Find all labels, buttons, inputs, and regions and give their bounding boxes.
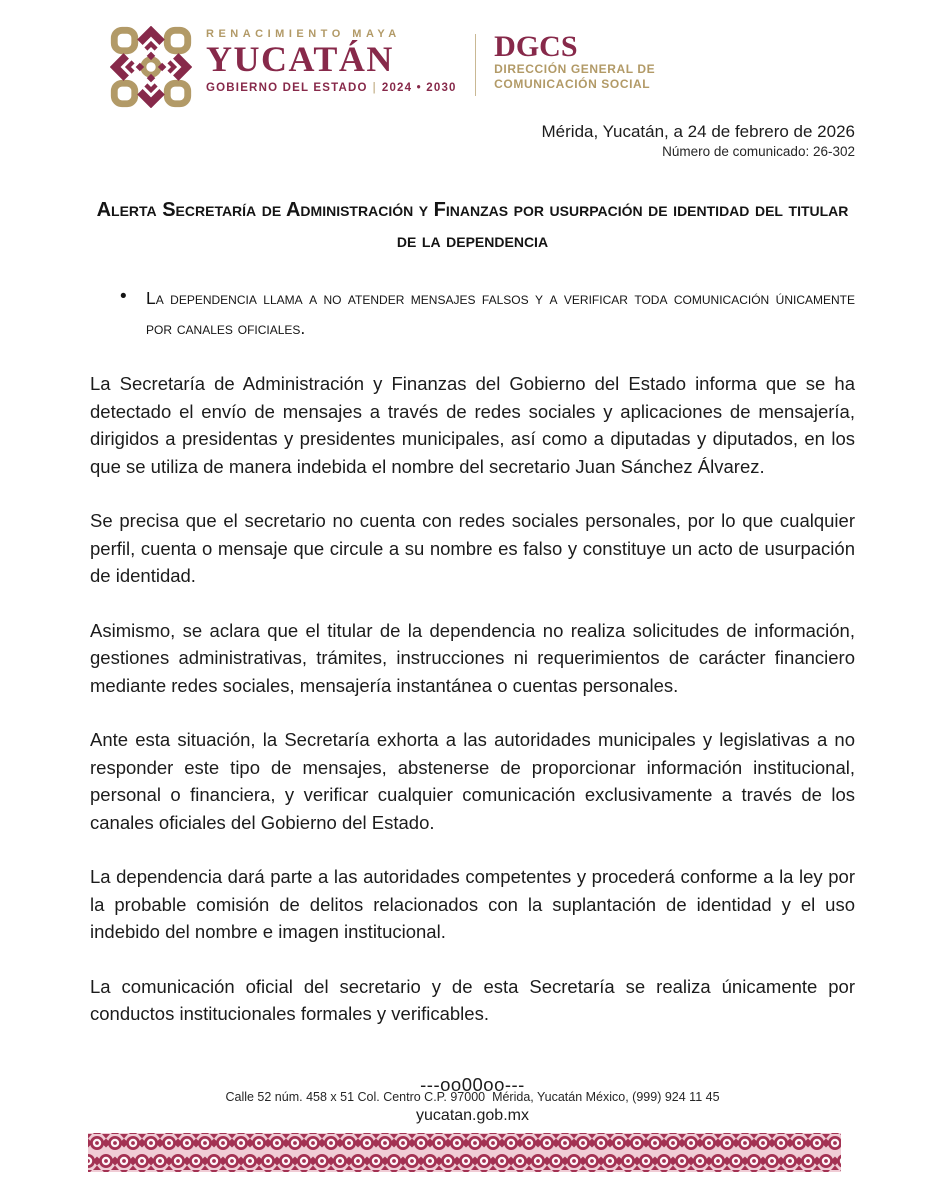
dgcs-line2: COMUNICACIÓN SOCIAL <box>494 77 651 91</box>
dateline-block <box>90 122 855 159</box>
brand-subtitle-right: 2024 • 2030 <box>381 81 457 94</box>
footer-website: yucatan.gob.mx <box>416 1107 529 1124</box>
dgcs-line1: DIRECCIÓN GENERAL DE <box>494 62 656 76</box>
body-paragraph: La dependencia dará parte a las autoridades competentes y procederá conforme a la ley por la probable comisión de delitos relacionados con la suplantación de identidad y el uso indebido del nombre e imagen institucional. <box>90 866 855 942</box>
body-paragraph: Ante esta situación, la Secretaría exhorta a las autoridades municipales y legislativas a no responder este tipo de mensajes, abstenerse de proporcionar información institucional, personal o financiera, y verificar cualquier comunicación exclusivamente a través de los canales oficiales del Gobierno del Estado. <box>90 729 855 833</box>
maya-pattern-band <box>88 1133 841 1172</box>
brand-name: YUCATÁN <box>206 39 394 79</box>
footer-address: Calle 52 núm. 458 x 51 Col. Centro C.P. 97000 Mérida, Yucatán México, (999) 924 11 45 <box>225 1090 720 1104</box>
body-paragraph: Se precisa que el secretario no cuenta con redes sociales personales, por lo que cualquier perfil, cuenta o mensaje que circule a su nombre es falso y constituye un acto de usurpación de identidad. <box>90 510 855 586</box>
logo-divider <box>475 34 477 96</box>
brand-subtitle-left: GOBIERNO DEL ESTADO <box>206 81 368 94</box>
brand-subtitle <box>206 82 457 94</box>
dateline: Mérida, Yucatán, a 24 de febrero de 2026 <box>541 122 855 141</box>
footer <box>0 1090 945 1178</box>
closing-mark: ---oo00oo--- <box>420 1073 525 1095</box>
body-paragraph: La comunicación oficial del secretario y de esta Secretaría se realiza únicamente por conductos institucionales formales y verificables. <box>90 975 855 1024</box>
body-paragraph: La Secretaría de Administración y Finanzas del Gobierno del Estado informa que se ha detectado el envío de mensajes a través de redes sociales y aplicaciones de mensajería, dirigidos a presidentas y presidentes municipales, así como a diputadas y diputados, en los que se utiliza de manera indebida el nombre del secretario Juan Sánchez Álvarez. <box>90 373 855 477</box>
dgcs-acronym: DGCS <box>494 30 578 63</box>
key-point-bullet: • La dependencia llama a no atender mensajes falsos y a verificar toda comunicación únicamente por canales oficiales. <box>118 283 855 343</box>
state-brand <box>206 26 457 94</box>
header <box>110 0 855 108</box>
maya-glyph-logo-icon <box>110 26 192 108</box>
page-title: Alerta Secretaría de Administración y Finanzas por usurpación de identidad del titular de la dependencia <box>96 199 849 252</box>
brand-subtitle-separator: | <box>372 81 377 94</box>
body-paragraph: Asimismo, se aclara que el titular de la dependencia no realiza solicitudes de información, gestiones administrativas, trámites, instrucciones ni requerimientos de carácter financiero mediante redes sociales, mensajería instantánea o cuentas personales. <box>90 619 855 696</box>
dgcs-brand <box>494 32 655 92</box>
brand-tagline: RENACIMIENTO MAYA <box>206 28 401 40</box>
body-text <box>90 370 855 1028</box>
comunicado-number: Número de comunicado: 26-302 <box>662 144 855 159</box>
